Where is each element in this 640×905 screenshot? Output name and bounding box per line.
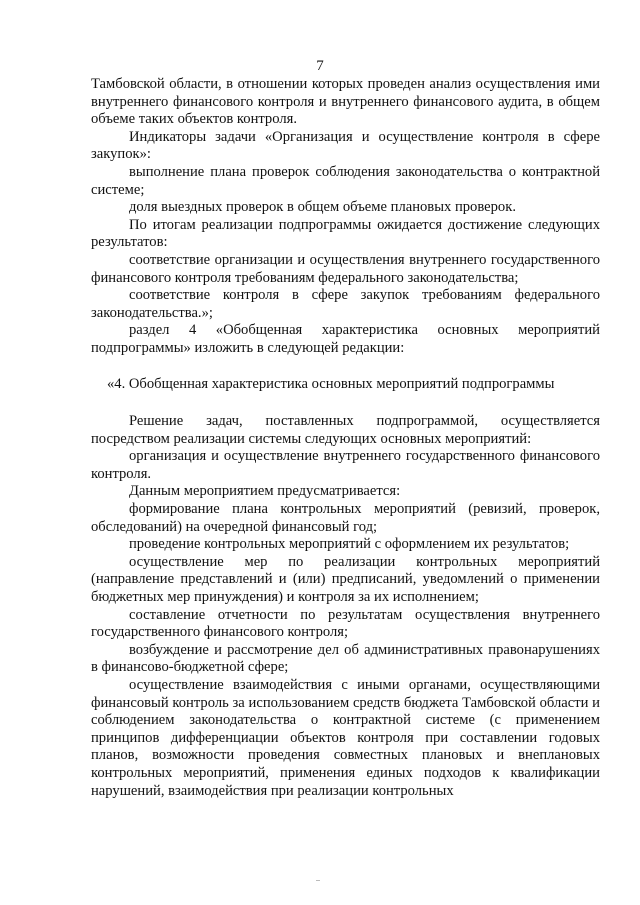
paragraph: доля выездных проверок в общем объеме плановых проверок. [129, 199, 516, 216]
paragraph: организация и осуществление внутреннего государственного финансового контроля. [91, 448, 600, 482]
paragraph: проведение контрольных мероприятий с оформлением их результатов; [129, 536, 570, 553]
paragraph: составление отчетности по результатам осуществления внутреннего государственного финансового контроля; [91, 606, 600, 641]
document-body [91, 76, 600, 800]
paragraph: Решение задач, поставленных подпрограммой, осуществляется посредством реализации системы следующих основных мероприятий: [91, 413, 600, 447]
paragraph: Тамбовской области, в отношении которых проведен анализ осуществления ими внутреннего финансового контроля и внутреннего финансового аудита, в общем объеме таких объектов контроля. [91, 76, 600, 128]
paragraph: возбуждение и рассмотрение дел об административных правонарушениях в финансово-бюджетной сфере; [91, 641, 600, 676]
paragraph: формирование плана контрольных мероприятий (ревизий, проверок, обследований) на очередной финансовый год; [91, 501, 600, 535]
paragraph: По итогам реализации подпрограммы ожидается достижение следующих результатов: [91, 216, 600, 251]
paragraph: соответствие организации и осуществления внутреннего государственного финансового контроля требованиям федерального законодательства; [91, 251, 600, 286]
paragraph: раздел 4 «Обобщенная характеристика основных мероприятий подпрограммы» изложить в следующей редакции: [91, 322, 600, 356]
section-title: «4. Обобщенная характеристика основных мероприятий подпрограммы [107, 375, 555, 392]
paragraph: осуществление взаимодействия с иными органами, осуществляющими финансовый контроль за использованием средств бюджета Тамбовской области и соблюдением законодательства о контрактной системе (с применением принципов дифференциации объектов контроля при составлении годовых планов, возможности проведения совместных плановых и внеплановых контрольных мероприятий, применения единых подходов к квалификации нарушений, взаимодействия при реализации контрольных [91, 677, 600, 799]
paragraph: осуществление мер по реализации контрольных мероприятий (направление представлений и (или) предписаний, уведомлений о применении бюджетных мер принуждения) и контроля за их исполнением; [91, 553, 600, 606]
paragraph: выполнение плана проверок соблюдения законодательства о контрактной системе; [91, 163, 600, 198]
paragraph: Индикаторы задачи «Организация и осуществление контроля в сфере закупок»: [91, 128, 600, 163]
paragraph: соответствие контроля в сфере закупок требованиям федерального законодательства.»; [91, 287, 600, 321]
page-number: 7 [316, 58, 324, 74]
paragraph: Данным мероприятием предусматривается: [129, 483, 401, 500]
scan-mark [316, 880, 320, 881]
